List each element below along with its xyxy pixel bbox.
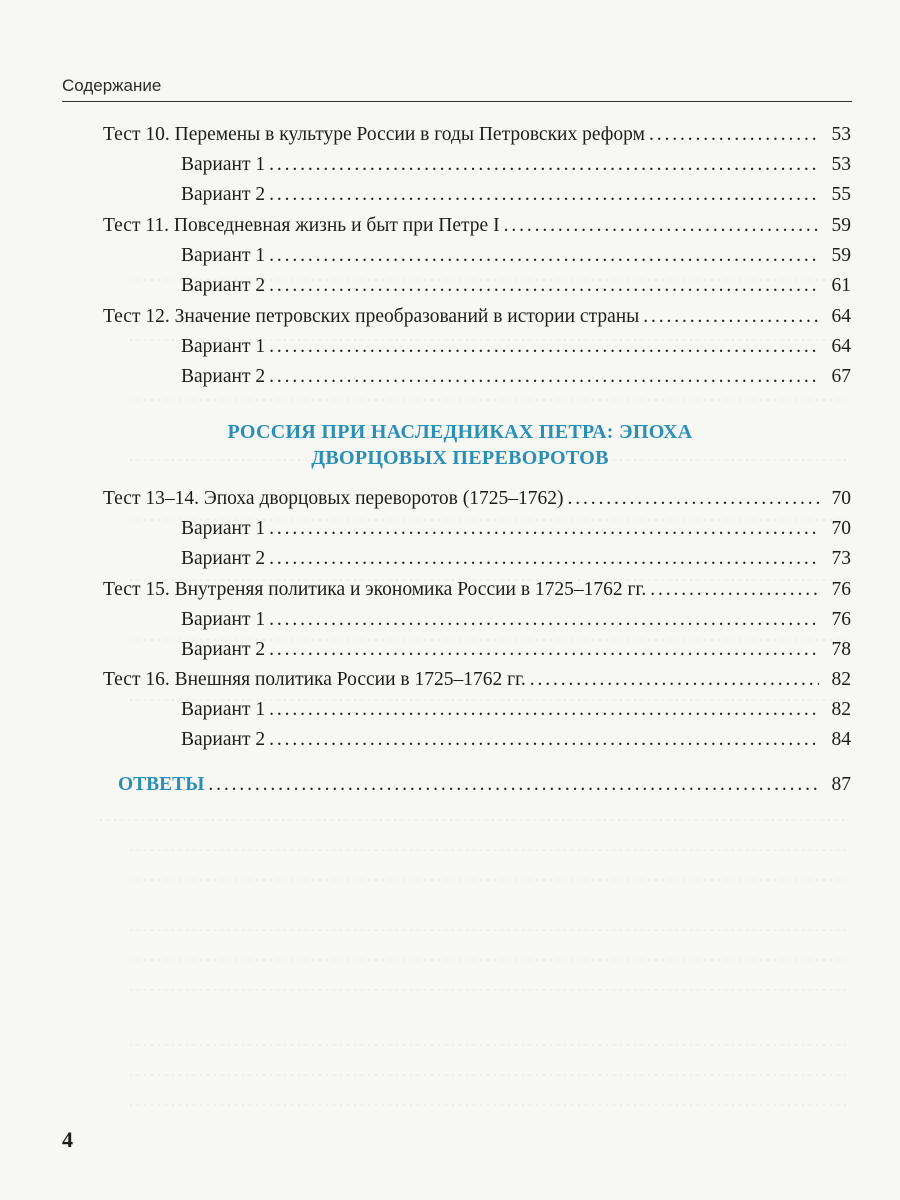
toc-entry-page: 64 [831, 336, 851, 357]
toc-entry-answers[interactable] [118, 771, 851, 799]
toc-leader-dots [567, 485, 819, 513]
toc-entry-page: 82 [831, 699, 851, 720]
toc-entry-label: Вариант 1 [181, 336, 266, 357]
toc-entry-page: 61 [831, 275, 851, 296]
toc-entry-page: 76 [831, 579, 851, 600]
toc-leader-dots [269, 696, 819, 724]
toc-entry-page: 55 [831, 184, 851, 205]
section-title-line-1: РОССИЯ ПРИ НАСЛЕДНИКАХ ПЕТРА: ЭПОХА [227, 421, 693, 443]
toc-entry-label: Тест 15. Внутреняя политика и экономика России в 1725–1762 гг. [103, 579, 647, 600]
toc-entry-label: Вариант 2 [181, 548, 266, 569]
toc-entry-test-15-variant-2[interactable] [181, 636, 851, 664]
toc-leader-dots [269, 636, 819, 664]
toc-entry-test-13-14-variant-2[interactable] [181, 545, 851, 573]
toc-entry-page: 64 [831, 306, 851, 327]
toc-entry-label: Тест 16. Внешняя политика России в 1725–1762 гг. [103, 669, 526, 690]
toc-entry-page: 53 [831, 154, 851, 175]
toc-entry-page: 53 [831, 124, 851, 145]
toc-entry-test-16-variant-1[interactable] [181, 696, 851, 724]
toc-entry-label: ОТВЕТЫ [118, 774, 205, 795]
toc-entry-label: Вариант 2 [181, 366, 266, 387]
header-rule [62, 101, 852, 102]
toc-entry-page: 59 [831, 245, 851, 266]
toc-entry-test-12[interactable] [103, 303, 851, 331]
toc-entry-page: 70 [831, 488, 851, 509]
toc-entry-page: 78 [831, 639, 851, 660]
toc-leader-dots [269, 726, 819, 754]
toc-leader-dots [650, 576, 819, 604]
toc-entry-test-16[interactable] [103, 666, 851, 694]
toc-leader-dots [530, 666, 819, 694]
toc-entry-label: Вариант 1 [181, 518, 266, 539]
toc-entry-page: 73 [831, 548, 851, 569]
toc-entry-test-13-14-variant-1[interactable] [181, 515, 851, 543]
toc-entry-page: 70 [831, 518, 851, 539]
page-number: 4 [62, 1127, 73, 1152]
toc-entry-label: Тест 11. Повседневная жизнь и быт при Петре I [103, 215, 500, 236]
toc-entry-page: 84 [831, 729, 851, 750]
toc-entry-label: Вариант 1 [181, 609, 266, 630]
toc-entry-test-10-variant-2[interactable] [181, 181, 851, 209]
toc-leader-dots [649, 121, 819, 149]
toc-entry-test-12-variant-2[interactable] [181, 363, 851, 391]
toc-leader-dots [643, 303, 819, 331]
toc-entry-test-12-variant-1[interactable] [181, 333, 851, 361]
toc-entry-label: Вариант 2 [181, 639, 266, 660]
toc-entry-test-15-variant-1[interactable] [181, 606, 851, 634]
toc-entry-label: Вариант 2 [181, 184, 266, 205]
toc-entry-test-16-variant-2[interactable] [181, 726, 851, 754]
toc-entry-page: 82 [831, 669, 851, 690]
toc-entry-test-15[interactable] [103, 576, 851, 604]
toc-leader-dots [269, 363, 819, 391]
toc-leader-dots [269, 242, 819, 270]
section-title-line-2: ДВОРЦОВЫХ ПЕРЕВОРОТОВ [311, 447, 609, 469]
toc-entry-label: Вариант 1 [181, 245, 266, 266]
toc-leader-dots [269, 606, 819, 634]
section-title [160, 419, 760, 471]
toc-entry-test-11[interactable] [103, 212, 851, 240]
toc-entry-page: 59 [831, 215, 851, 236]
toc-entry-label: Вариант 1 [181, 154, 266, 175]
toc-entry-page: 76 [831, 609, 851, 630]
toc-entry-test-10-variant-1[interactable] [181, 151, 851, 179]
toc-leader-dots [208, 771, 819, 799]
toc-leader-dots [269, 151, 819, 179]
toc-entry-label: Вариант 2 [181, 729, 266, 750]
page-header-title: Содержание [62, 76, 162, 95]
toc-leader-dots [269, 181, 819, 209]
toc-entry-test-10[interactable] [103, 121, 851, 149]
toc-entry-label: Тест 13–14. Эпоха дворцовых переворотов (1725–1762) [103, 488, 564, 509]
toc-entry-test-11-variant-2[interactable] [181, 272, 851, 300]
toc-leader-dots [269, 515, 819, 543]
toc-entry-test-13-14[interactable] [103, 485, 851, 513]
toc-entry-label: Тест 10. Перемены в культуре России в годы Петровских реформ [103, 124, 645, 145]
toc-leader-dots [269, 272, 819, 300]
toc-leader-dots [504, 212, 819, 240]
toc-leader-dots [269, 545, 819, 573]
toc-entry-page: 67 [831, 366, 851, 387]
toc-entry-label: Вариант 1 [181, 699, 266, 720]
toc-entry-test-11-variant-1[interactable] [181, 242, 851, 270]
toc-entry-page: 87 [831, 774, 851, 795]
toc-entry-label: Вариант 2 [181, 275, 266, 296]
toc-leader-dots [269, 333, 819, 361]
toc-entry-label: Тест 12. Значение петровских преобразований в истории страны [103, 306, 640, 327]
